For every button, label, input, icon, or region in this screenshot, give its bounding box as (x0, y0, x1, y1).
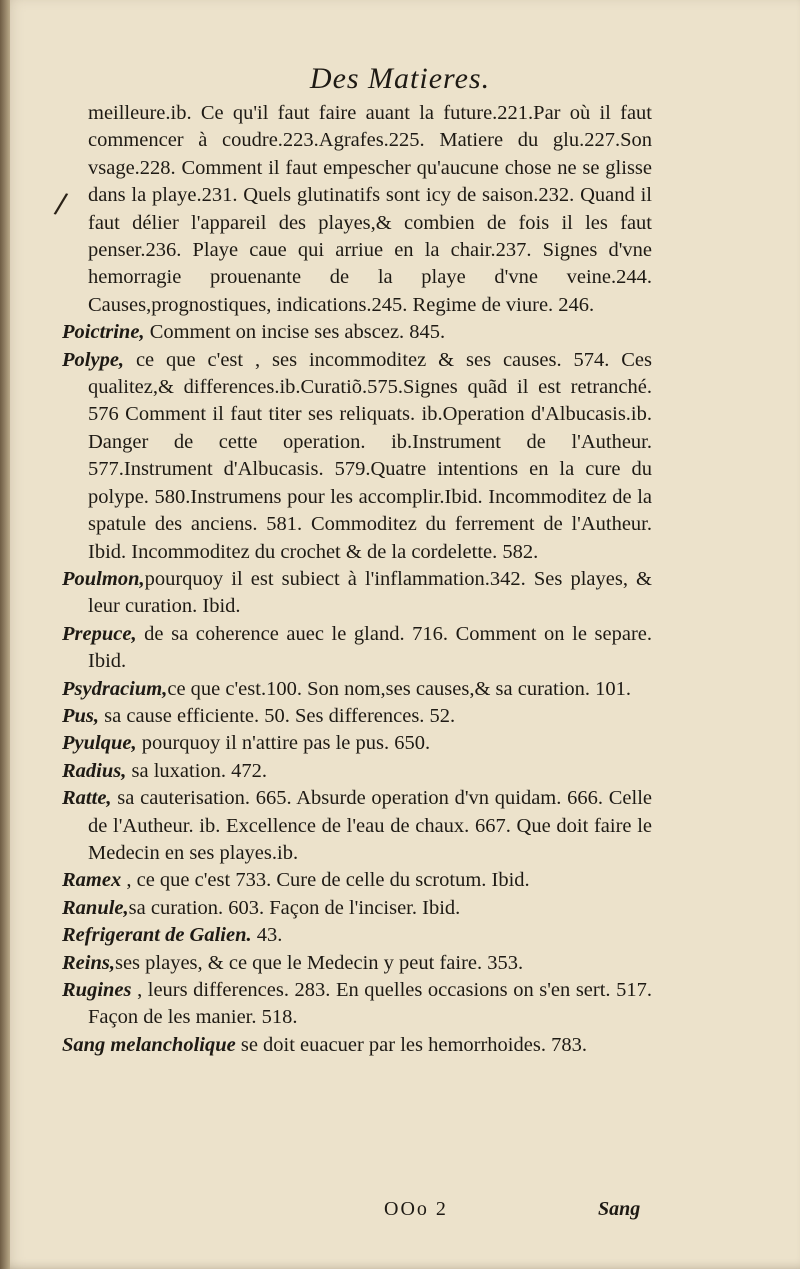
entry-headword: Pus, (62, 704, 100, 727)
entry-text: meilleure.ib. Ce qu'il faut faire auant la future.221.Par où il faut commencer à coudre.223.Agrafes.225. Matiere du glu.227.Son vsage.228. Comment il faut empescher qu'aucune chose ne se glisse dans la playe.231. Quels glutinatifs sont icy de saison.232. Quand il faut délier l'appareil des playes,& combien de fois il les faut penser.236. Playe caue qui arriue en la chair.237. Signes d'vne hemorragie prouenante de la playe d'vne veine.244. Causes,prognostiques, indications.245. Regime de viure. 246. (88, 102, 652, 316)
index-entry-poictrine (62, 319, 652, 346)
index-entry-refrigerant (62, 922, 652, 949)
signature-mark: OOo 2 (384, 1198, 448, 1220)
index-entry-polype (62, 347, 652, 566)
entry-text: de sa coherence auec le gland. 716. Comment on le separe. Ibid. (88, 622, 652, 673)
index-entry-ramex (62, 867, 652, 894)
entry-text: ses playes, & ce que le Medecin y peut faire. 353. (114, 951, 524, 974)
entry-text: sa curation. 603. Façon de l'inciser. Ibid. (128, 896, 461, 919)
entry-headword: Sang melancholique (62, 1033, 236, 1056)
index-entry-radius (62, 758, 652, 785)
entry-text: 43. (251, 924, 283, 947)
index-entry-reins (62, 950, 652, 977)
entry-headword: Ranule, (62, 896, 129, 919)
entry-text: Comment on incise ses abscez. 845. (144, 321, 446, 344)
book-spine-shadow (0, 0, 10, 1269)
catchword: Sang (598, 1198, 641, 1220)
entry-headword: Ratte, (62, 787, 112, 810)
entry-text: pourquoy il n'attire pas le pus. 650. (136, 732, 431, 755)
entry-text: , ce que c'est 733. Cure de celle du scrotum. Ibid. (121, 869, 530, 892)
entry-headword: Pyulque, (62, 732, 137, 755)
entry-text: ce que c'est , ses incommoditez & ses causes. 574. Ces qualitez,& differences.ib.Curatiõ.575.Signes quãd il est retranché. 576 Comment il faut titer ses reliquats. ib.Operation d'Albucasis.ib. Danger de cette operation. ib.Instrument de l'Autheur. 577.Instrument d'Albucasis. 579.Quatre intentions en la cure du polype. 580.Instrumens pour les accomplir.Ibid. Incommoditez de la spatule des anciens. 581. Commoditez du ferrement de l'Autheur. Ibid. Incommoditez du crochet & de la cordelette. 582. (88, 348, 652, 563)
entry-headword: Refrigerant de Galien. (62, 924, 252, 947)
entry-text: , leurs differences. 283. En quelles occasions on s'en sert. 517. Façon de les manier. 518. (88, 979, 652, 1029)
index-entry-pus (62, 703, 652, 730)
index-entry-ranule (62, 895, 652, 922)
page-footer (0, 1198, 800, 1228)
margin-ink-mark: / (52, 185, 70, 224)
entry-headword: Reins, (62, 951, 115, 974)
entry-text: ce que c'est.100. Son nom,ses causes,& sa curation. 101. (167, 677, 632, 700)
entry-headword: Poictrine, (62, 321, 145, 344)
entry-headword: Rugines (62, 979, 132, 1001)
entry-headword: Radius, (62, 759, 127, 782)
entry-text: se doit euacuer par les hemorrhoides. 783. (235, 1033, 587, 1056)
entry-headword: Prepuce, (62, 622, 137, 645)
entry-text: sa cauterisation. 665. Absurde operation d'vn quidam. 666. Celle de l'Autheur. ib. Excellence de l'eau de chaux. 667. Que doit faire le Medecin en ses playes.ib. (88, 787, 652, 864)
index-text (62, 100, 652, 1059)
entry-headword: Psydracium, (62, 677, 168, 700)
index-entry-ratte (62, 785, 652, 867)
entry-headword: Polype, (62, 348, 125, 371)
entry-text: pourquoy il est subiect à l'inflammation.342. Ses playes, & leur curation. Ibid. (88, 567, 652, 618)
entry-headword: Poulmon, (62, 567, 145, 590)
entry-text: sa cause efficiente. 50. Ses differences. 52. (99, 704, 456, 727)
running-head: Des Matieres. (309, 62, 491, 95)
index-entry-rugines (62, 977, 652, 1032)
index-entry-prepuce (62, 621, 652, 676)
index-entry-psydracium (62, 676, 652, 703)
index-entry-poulmon (62, 566, 652, 621)
index-entry-continuation (62, 100, 652, 319)
entry-headword: Ramex (62, 869, 122, 892)
index-entry-pyulque (62, 730, 652, 757)
entry-text: sa luxation. 472. (126, 759, 268, 782)
index-entry-sang (62, 1032, 652, 1059)
